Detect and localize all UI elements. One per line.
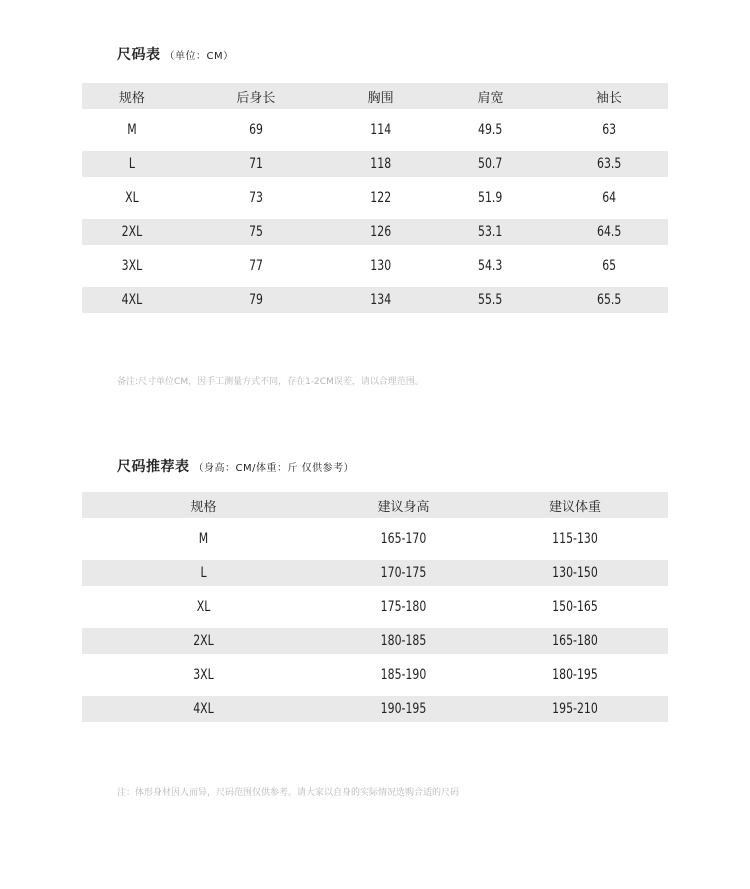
table-row — [82, 245, 668, 287]
table-row — [82, 287, 668, 313]
table-cell: 79 — [248, 292, 263, 308]
table-cell: XL — [125, 190, 139, 206]
recommend-chart-note: 注：体形身材因人而异，尺码范围仅供参考。请大家以自身的实际情况选购合适的尺码 — [117, 788, 460, 798]
size-chart-title — [117, 44, 234, 64]
table-row — [82, 109, 668, 151]
table-cell: 195-210 — [552, 701, 598, 717]
table-cell: 50.7 — [478, 156, 503, 172]
table-row — [82, 696, 668, 722]
table-row — [82, 654, 668, 696]
table-cell: 4XL — [121, 292, 143, 308]
table-header-row — [82, 492, 668, 518]
table-cell: 77 — [248, 258, 263, 274]
table-row — [82, 560, 668, 586]
table-cell: 118 — [370, 156, 392, 172]
table-cell: 114 — [370, 122, 392, 138]
recommend-chart-title — [117, 456, 354, 476]
column-header: 胸围 — [367, 90, 394, 106]
table-cell: 3XL — [193, 667, 214, 683]
table-cell: 49.5 — [478, 122, 503, 138]
table-cell: 64 — [601, 190, 616, 206]
table-cell: 71 — [248, 156, 263, 172]
table-cell: XL — [196, 599, 211, 615]
table-cell: 130-150 — [552, 565, 598, 581]
table-cell: 69 — [248, 122, 263, 138]
table-cell: 165-180 — [552, 633, 598, 649]
table-cell: M — [127, 122, 137, 138]
recommend-chart-table — [82, 492, 668, 722]
table-cell: 54.3 — [478, 258, 503, 274]
table-cell: 130 — [370, 258, 392, 274]
recommend-chart-title-text: 尺码推荐表 — [117, 459, 190, 475]
table-row — [82, 219, 668, 245]
table-cell: 4XL — [193, 701, 214, 717]
table-cell: 150-165 — [552, 599, 598, 615]
column-header: 建议体重 — [548, 499, 601, 515]
table-cell: L — [128, 156, 135, 172]
table-cell: 165-170 — [380, 531, 427, 547]
column-header: 规格 — [190, 499, 217, 515]
table-row — [82, 177, 668, 219]
table-cell: 51.9 — [478, 190, 503, 206]
table-cell: 185-190 — [380, 667, 427, 683]
table-cell: 190-195 — [380, 701, 427, 717]
column-header: 后身长 — [236, 90, 276, 106]
recommend-chart-unit: （身高：CM/体重：斤 仅供参考） — [193, 463, 355, 474]
size-chart-table — [82, 83, 668, 313]
table-cell: 2XL — [193, 633, 214, 649]
table-cell: 126 — [370, 224, 392, 240]
table-cell: M — [198, 531, 209, 547]
size-chart-unit: （单位：CM） — [164, 51, 234, 62]
table-row — [82, 628, 668, 654]
table-cell: 65 — [601, 258, 616, 274]
table-row — [82, 151, 668, 177]
table-cell: 134 — [370, 292, 392, 308]
table-cell: 115-130 — [552, 531, 598, 547]
table-cell: 170-175 — [380, 565, 427, 581]
table-cell: L — [200, 565, 207, 581]
table-cell: 63.5 — [596, 156, 621, 172]
size-chart-title-text: 尺码表 — [117, 47, 161, 63]
table-header-row — [82, 83, 668, 109]
table-row — [82, 518, 668, 560]
table-cell: 64.5 — [596, 224, 621, 240]
table-cell: 75 — [248, 224, 263, 240]
table-cell: 175-180 — [380, 599, 427, 615]
size-chart-note: 备注:尺寸单位CM，因手工测量方式不同，存在1-2CM误差，请以合理范围。 — [117, 377, 424, 387]
table-cell: 63 — [601, 122, 616, 138]
table-cell: 122 — [370, 190, 392, 206]
table-cell: 53.1 — [478, 224, 503, 240]
table-cell: 180-185 — [380, 633, 427, 649]
column-header: 袖长 — [595, 90, 622, 106]
table-cell: 2XL — [121, 224, 143, 240]
table-cell: 65.5 — [596, 292, 621, 308]
table-cell: 55.5 — [478, 292, 503, 308]
column-header: 建议身高 — [377, 499, 430, 515]
column-header: 规格 — [118, 90, 145, 106]
table-cell: 73 — [248, 190, 263, 206]
table-row — [82, 586, 668, 628]
column-header: 肩宽 — [477, 90, 504, 106]
table-cell: 180-195 — [552, 667, 598, 683]
table-cell: 3XL — [121, 258, 143, 274]
